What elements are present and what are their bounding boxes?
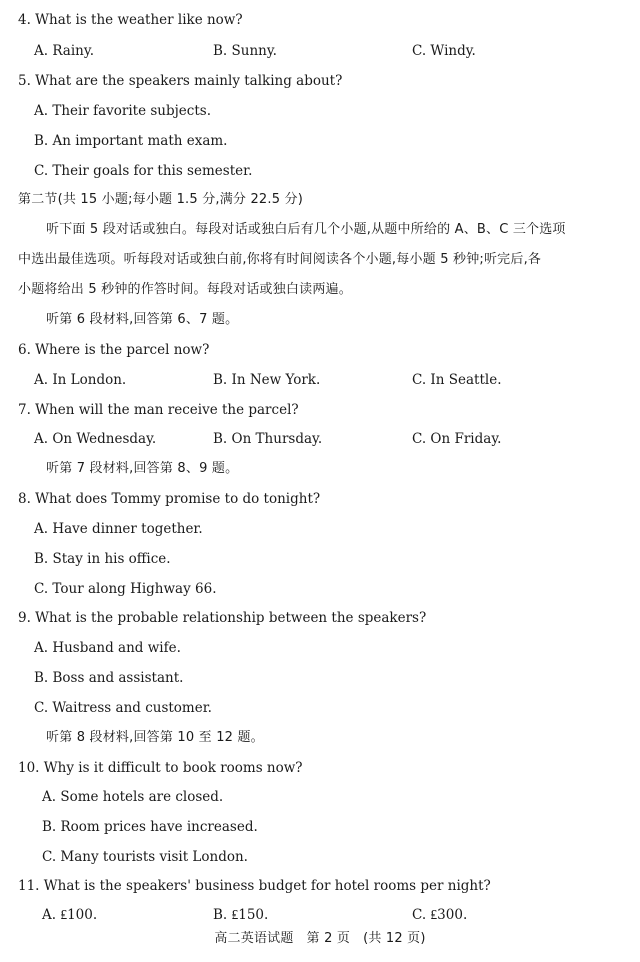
- q6-option-c: C. In Seattle.: [412, 372, 502, 388]
- q8-option-b: B. Stay in his office.: [34, 551, 171, 567]
- material-8-note: 听第 8 段材料,回答第 10 至 12 题。: [46, 730, 264, 745]
- q8-option-c: C. Tour along Highway 66.: [34, 581, 217, 597]
- instructions-line-2: 中选出最佳选项。听每段对话或独白前,你将有时间阅读各个小题,每小题 5 秒钟;听完后,各: [18, 252, 542, 267]
- question-11: 11. What is the speakers' business budget for hotel rooms per night?: [18, 878, 491, 894]
- instructions-line-3: 小题将给出 5 秒钟的作答时间。每段对话或独白读两遍。: [18, 282, 352, 297]
- q10-option-b: B. Room prices have increased.: [42, 819, 258, 835]
- question-9: 9. What is the probable relationship between the speakers?: [18, 610, 427, 626]
- page-footer: 高二英语试题 第 2 页 (共 12 页): [214, 931, 426, 946]
- q6-option-a: A. In London.: [34, 372, 127, 388]
- q10-option-a: A. Some hotels are closed.: [42, 789, 224, 805]
- q4-option-a: A. Rainy.: [34, 43, 94, 59]
- q7-option-b: B. On Thursday.: [213, 431, 323, 447]
- q7-option-c: C. On Friday.: [412, 431, 502, 447]
- question-10: 10. Why is it difficult to book rooms now?: [18, 760, 303, 776]
- q10-option-c: C. Many tourists visit London.: [42, 849, 248, 865]
- q9-option-a: A. Husband and wife.: [34, 640, 181, 656]
- material-6-note: 听第 6 段材料,回答第 6、7 题。: [46, 312, 239, 327]
- q9-option-b: B. Boss and assistant.: [34, 670, 184, 686]
- question-5: 5. What are the speakers mainly talking about?: [18, 73, 343, 89]
- q7-option-a: A. On Wednesday.: [34, 431, 157, 447]
- q5-option-a: A. Their favorite subjects.: [34, 103, 212, 119]
- material-7-note: 听第 7 段材料,回答第 8、9 题。: [46, 461, 239, 476]
- q6-option-b: B. In New York.: [213, 372, 321, 388]
- section-2-heading: 第二节(共 15 小题;每小题 1.5 分,满分 22.5 分): [18, 192, 304, 207]
- q8-option-a: A. Have dinner together.: [34, 521, 203, 537]
- q4-option-b: B. Sunny.: [213, 43, 277, 59]
- question-4: 4. What is the weather like now?: [18, 12, 243, 28]
- q5-option-c: C. Their goals for this semester.: [34, 163, 253, 179]
- question-8: 8. What does Tommy promise to do tonight?: [18, 491, 321, 507]
- q11-option-b: B. ₤150.: [213, 907, 269, 923]
- q4-option-c: C. Windy.: [412, 43, 476, 59]
- q9-option-c: C. Waitress and customer.: [34, 700, 212, 716]
- question-7: 7. When will the man receive the parcel?: [18, 402, 299, 418]
- q11-option-a: A. ₤100.: [42, 907, 98, 923]
- q5-option-b: B. An important math exam.: [34, 133, 228, 149]
- question-6: 6. Where is the parcel now?: [18, 342, 210, 358]
- q11-option-c: C. ₤300.: [412, 907, 468, 923]
- instructions-line-1: 听下面 5 段对话或独白。每段对话或独白后有几个小题,从题中所给的 A、B、C 三个选项: [46, 222, 566, 237]
